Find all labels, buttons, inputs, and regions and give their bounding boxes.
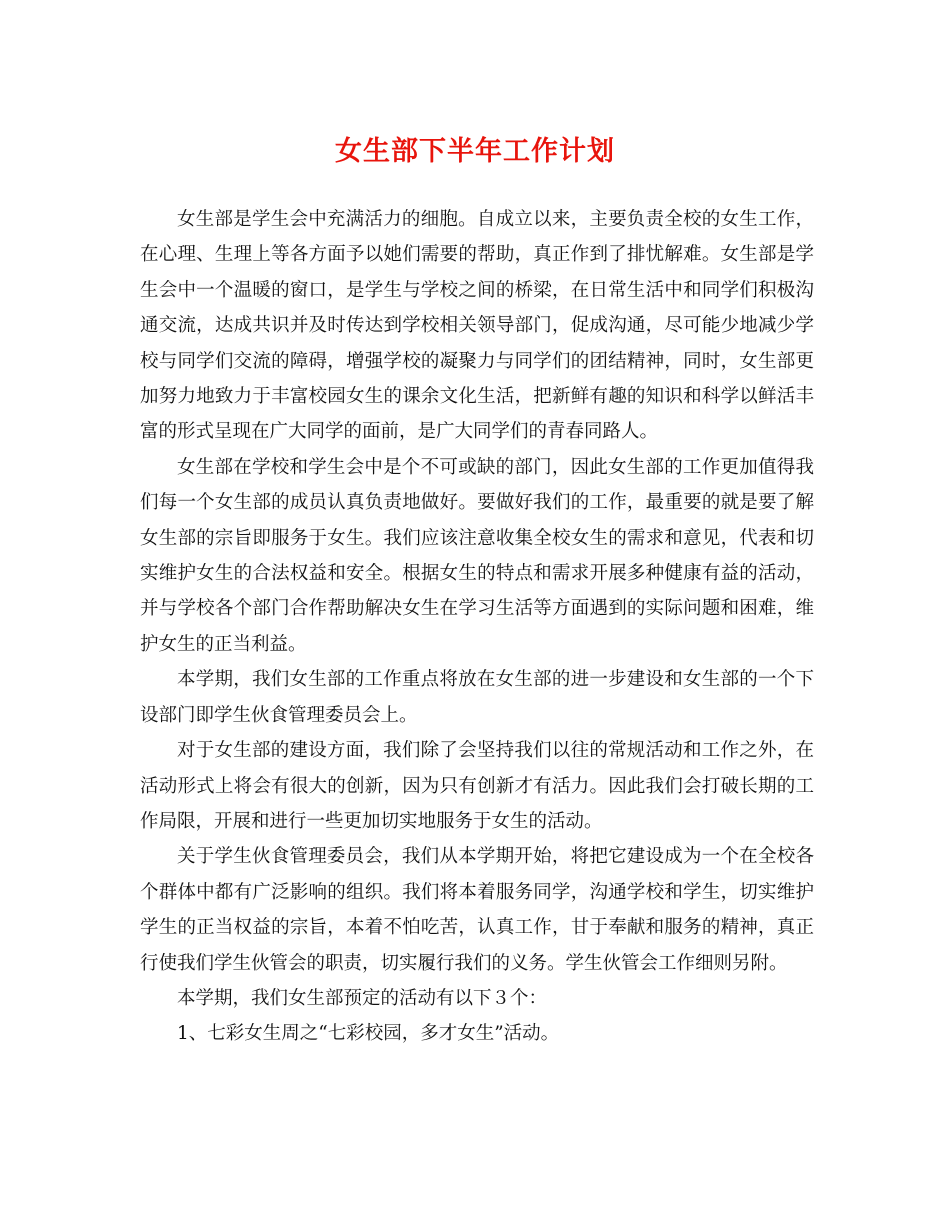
document-title: 女生部下半年工作计划 [335, 136, 615, 167]
paragraph-focus: 本学期，我们女生部的工作重点将放在女生部的进一步建设和女生部的一个下设部门即学生伙食管理委员会上。 [140, 669, 814, 726]
paragraph-construction: 对于女生部的建设方面，我们除了会坚持我们以往的常规活动和工作之外，在活动形式上将会有很大的创新，因为只有创新才有活力。因此我们会打破长期的工作局限，开展和进行一些更加切实地服务于女生的活动。 [140, 740, 814, 832]
paragraph-intro: 女生部是学生会中充满活力的细胞。自成立以来，主要负责全校的女生工作，在心理、生理上等各方面予以她们需要的帮助，真正作到了排忧解难。女生部是学生会中一个温暖的窗口，是学生与学校之间的桥梁，在日常生活中和同学们积极沟通交流，达成共识并及时传达到学校相关领导部门，促成沟通，尽可能少地减少学校与同学们交流的障碍，增强学校的凝聚力与同学们的团结精神，同时，女生部更加努力地致力于丰富校园女生的课余文化生活，把新鲜有趣的知识和科学以鲜活丰富的形式呈现在广大同学的面前，是广大同学们的青春同路人。 [140, 209, 814, 443]
paragraph-importance: 女生部在学校和学生会中是个不可或缺的部门，因此女生部的工作更加值得我们每一个女生部的成员认真负责地做好。要做好我们的工作，最重要的就是要了解女生部的宗旨即服务于女生。我们应该注意收集全校女生的需求和意见，代表和切实维护女生的合法权益和安全。根据女生的特点和需求开展多种健康有益的活动，并与学校各个部门合作帮助解决女生在学习生活等方面遇到的实际问题和困难，维护女生的正当利益。 [140, 456, 814, 655]
paragraph-activities-intro: 本学期，我们女生部预定的活动有以下３个： [177, 987, 548, 1009]
list-item-activity-1: 1、七彩女生周之“七彩校园，多才女生”活动。 [177, 1023, 560, 1045]
paragraph-food-committee: 关于学生伙食管理委员会，我们从本学期开始，将把它建设成为一个在全校各个群体中都有广泛影响的组织。我们将本着服务同学，沟通学校和学生，切实维护学生的正当权益的宗旨，本着不怕吃苦，认真工作，甘于奉献和服务的精神，真正行使我们学生伙管会的职责，切实履行我们的义务。学生伙管会工作细则另附。 [140, 846, 814, 974]
document-body [140, 202, 814, 1052]
